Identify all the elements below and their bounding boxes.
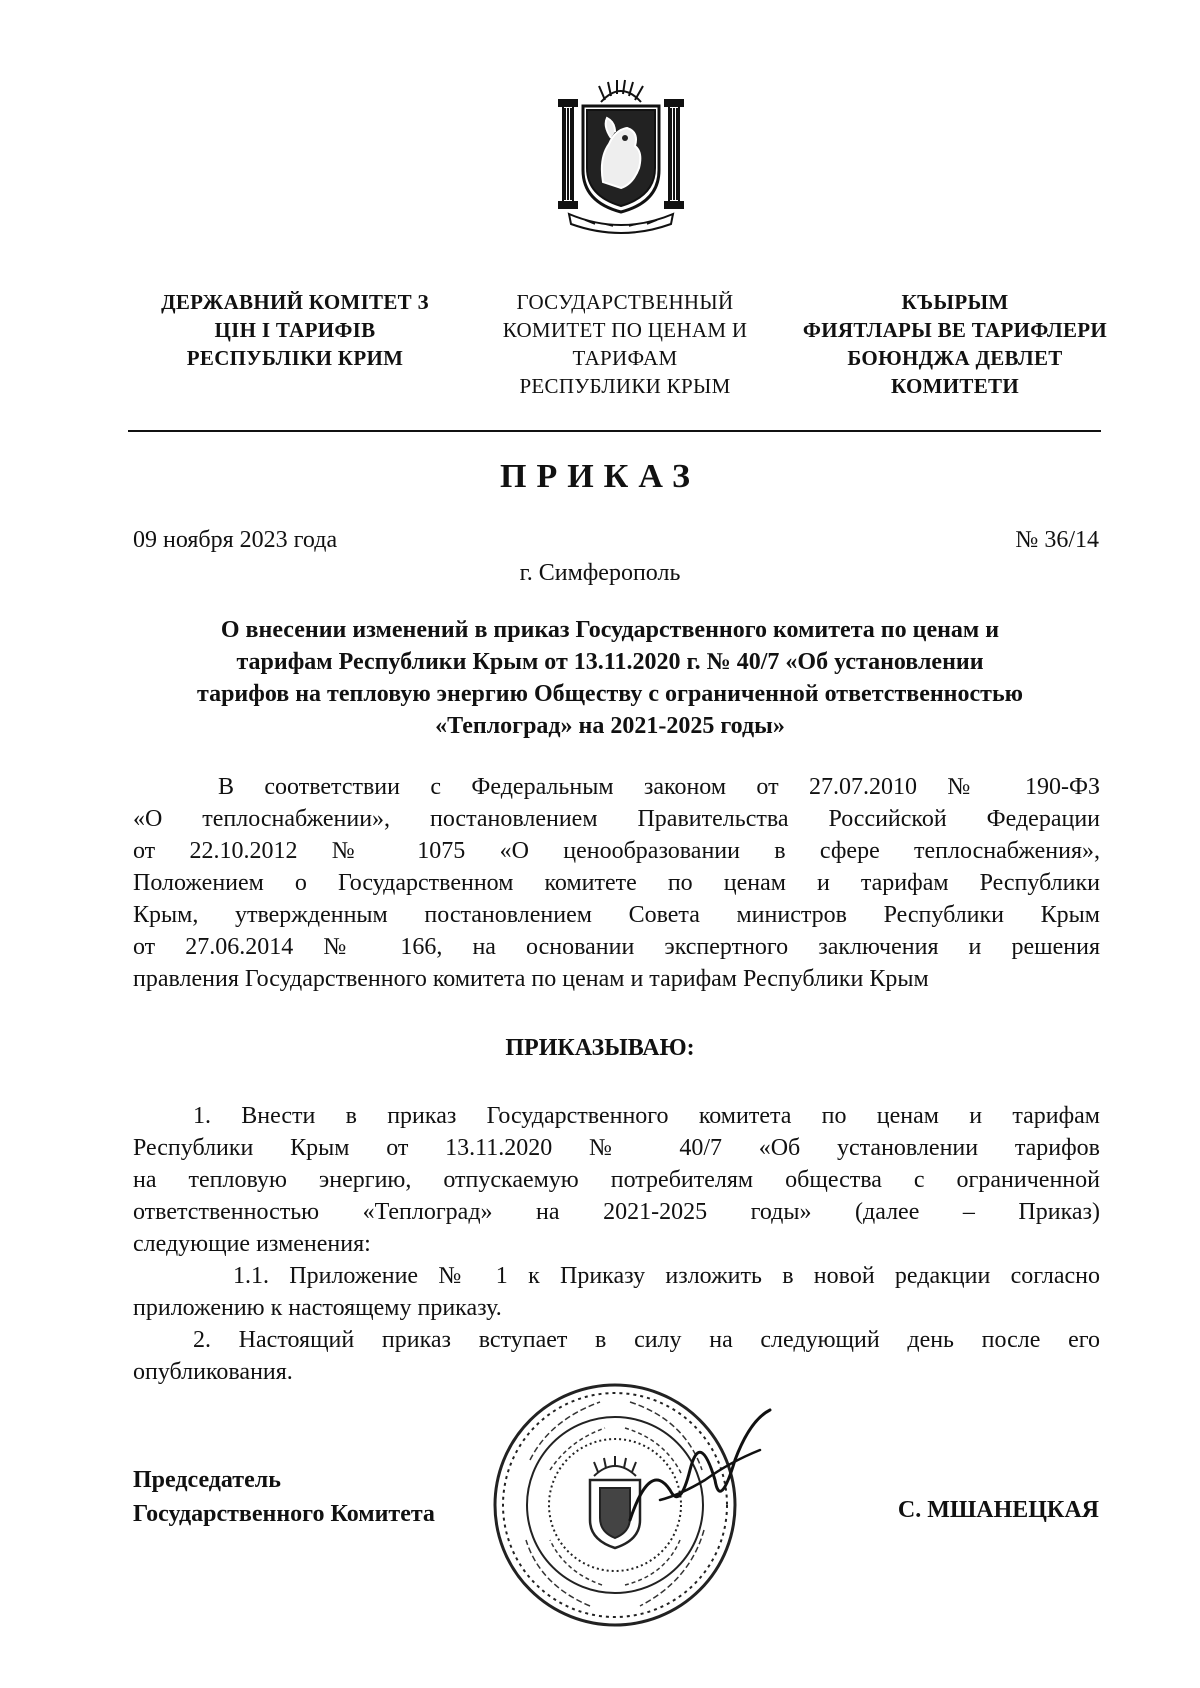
subject-line: тарифам Республики Крым от 13.11.2020 г. № 40/7 «Об установлении bbox=[236, 649, 984, 675]
document-subject bbox=[120, 614, 1100, 742]
item-line: Республики Крым от 13.11.2020 № 40/7 «Об установлении тарифов bbox=[133, 1135, 1100, 1161]
order-items bbox=[133, 1100, 1100, 1388]
preamble-line: Крым, утвержденным постановлением Совета министров Республики Крым bbox=[133, 902, 1100, 928]
header-line: ТАРИФАМ bbox=[572, 346, 678, 370]
preamble-line: «О теплоснабжении», постановлением Правительства Российской Федерации bbox=[133, 806, 1100, 832]
header-line: РЕСПУБЛІКИ КРИМ bbox=[186, 346, 404, 370]
subject-line: О внесении изменений в приказ Государственного комитета по ценам и bbox=[220, 617, 1000, 643]
item-line: следующие изменения: bbox=[133, 1231, 371, 1257]
preamble-paragraph bbox=[133, 771, 1100, 995]
item-line: ответственностью «Теплоград» на 2021-2025 годы» (далее – Приказ) bbox=[133, 1199, 1100, 1225]
header-crimean-tatar bbox=[790, 288, 1120, 400]
document-date: 09 ноября 2023 года bbox=[133, 527, 338, 553]
item-line: на тепловую энергию, отпускаемую потребителям общества с ограниченной bbox=[133, 1167, 1100, 1193]
signer-name: С. МШАНЕЦКАЯ bbox=[897, 1497, 1099, 1523]
signer-position-line: Государственного Комитета bbox=[133, 1501, 435, 1527]
preamble-line: В соответствии с Федеральным законом от 27.07.2010 № 190-ФЗ bbox=[218, 774, 1100, 800]
subject-line: «Теплоград» на 2021-2025 годы» bbox=[435, 713, 785, 739]
preamble-line: от 22.10.2012 № 1075 «О ценообразовании в сфере теплоснабжения», bbox=[133, 838, 1100, 864]
coat-of-arms-icon bbox=[555, 78, 687, 236]
item-line: 1.1. Приложение № 1 к Приказу изложить в новой редакции согласно bbox=[233, 1263, 1100, 1289]
document-number: № 36/14 bbox=[1015, 527, 1099, 553]
signer-position bbox=[133, 1463, 435, 1531]
item-line: опубликования. bbox=[133, 1359, 293, 1385]
header-line: РЕСПУБЛИКИ КРЫМ bbox=[519, 374, 731, 398]
document-title: ПРИКАЗ bbox=[500, 458, 700, 495]
header-line: КОМИТЕТ ПО ЦЕНАМ И bbox=[502, 318, 748, 342]
signer-position-line: Председатель bbox=[133, 1467, 281, 1493]
header-russian bbox=[470, 288, 780, 400]
item-line: приложению к настоящему приказу. bbox=[133, 1295, 502, 1321]
preamble-line: правления Государственного комитета по ценам и тарифам Республики Крым bbox=[133, 966, 929, 992]
order-heading: ПРИКАЗЫВАЮ: bbox=[505, 1035, 695, 1061]
header-line: ФИЯТЛАРЫ ВЕ ТАРИФЛЕРИ bbox=[802, 318, 1108, 342]
header-divider bbox=[128, 430, 1101, 432]
header-line: КОМИТЕТИ bbox=[891, 374, 1019, 398]
header-line: КЪЫРЫМ bbox=[901, 290, 1009, 314]
header-line: БОЮНДЖА ДЕВЛЕТ bbox=[847, 346, 1063, 370]
header-ukrainian bbox=[140, 288, 450, 372]
preamble-line: от 27.06.2014 № 166, на основании экспертного заключения и решения bbox=[133, 934, 1100, 960]
item-line: 2. Настоящий приказ вступает в силу на следующий день после его bbox=[193, 1327, 1100, 1353]
header-line: ГОСУДАРСТВЕННЫЙ bbox=[516, 290, 734, 314]
preamble-line: Положением о Государственном комитете по ценам и тарифам Республики bbox=[133, 870, 1100, 896]
header-line: ЦІН І ТАРИФІВ bbox=[214, 318, 376, 342]
document-city: г. Симферополь bbox=[519, 560, 681, 586]
item-line: 1. Внести в приказ Государственного комитета по ценам и тарифам bbox=[193, 1103, 1100, 1129]
header-line: ДЕРЖАВНИЙ КОМІТЕТ З bbox=[161, 290, 429, 314]
subject-line: тарифов на тепловую энергию Обществу с ограниченной ответственностью bbox=[197, 681, 1023, 707]
handwritten-signature-icon bbox=[620, 1400, 780, 1560]
